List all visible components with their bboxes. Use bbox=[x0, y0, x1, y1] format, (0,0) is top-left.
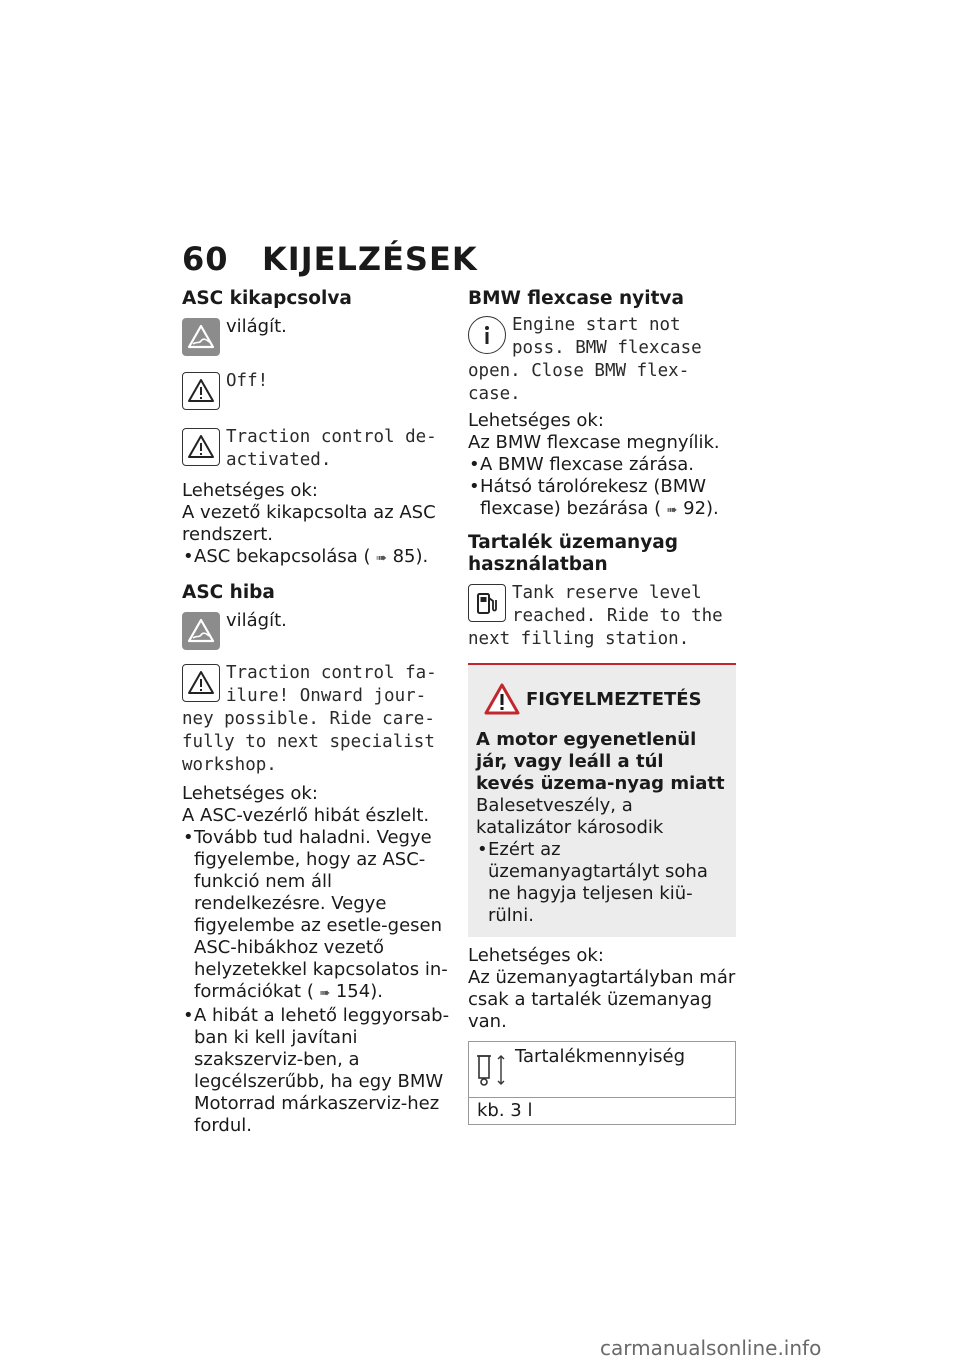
spec-value: kb. 3 l bbox=[477, 1100, 533, 1121]
section-heading-reserve: Tartalék üzemanyag használatban bbox=[468, 532, 679, 575]
left-column bbox=[182, 288, 450, 1137]
bullet-text: Hátsó tárolórekesz (BMW flexcase) bezárása ( bbox=[480, 476, 707, 519]
warning-text: Balesetveszély, a katalizátor károsodik bbox=[476, 795, 664, 838]
page-ref-arrow-icon: ➠ bbox=[666, 503, 678, 518]
info-bullet: • Hátsó tárolórekesz (BMW flexcase) bezárása ( ➠ 92). bbox=[468, 476, 736, 522]
bullet-text: A BMW flexcase zárása. bbox=[480, 454, 695, 475]
warning-title bbox=[484, 683, 728, 715]
page-ref: 154). bbox=[335, 981, 383, 1002]
cause-label: Lehetséges ok: bbox=[468, 945, 604, 966]
cause-text: A vezető kikapcsolta az ASC rendszert. bbox=[182, 502, 436, 545]
action-text: ASC bekapcsolása ( bbox=[194, 546, 371, 567]
warning-triangle-icon bbox=[484, 683, 520, 715]
page-ref-arrow-icon: ➠ bbox=[376, 551, 388, 566]
lamp-text: világít. bbox=[226, 610, 287, 631]
section-heading-flexcase: BMW flexcase nyitva bbox=[468, 288, 684, 309]
spec-table-header bbox=[469, 1042, 735, 1098]
right-column bbox=[468, 288, 736, 1125]
section-heading-asc-fault: ASC hiba bbox=[182, 582, 275, 603]
info-bullet: • A hibát a lehető leggyorsab-ban ki kell javítani szakszerviz-ben, a legcélszerűbb, ha egy BMW Motorrad márkaszerviz-hez fordul. bbox=[183, 1005, 450, 1136]
cause-text: Az BMW flexcase megnyílik. bbox=[468, 432, 720, 453]
page-ref-arrow-icon: ➠ bbox=[319, 986, 331, 1001]
asc-fault-message-row bbox=[182, 662, 450, 777]
flexcase-message-row bbox=[468, 314, 736, 406]
spec-table bbox=[468, 1041, 736, 1125]
asc-lamp-icon bbox=[182, 612, 220, 650]
section-heading-asc-off: ASC kikapcsolva bbox=[182, 288, 352, 309]
info-bullet: • Tovább tud haladni. Vegye figyelembe, hogy az ASC-funkció nem áll rendelkezésre. Vegye figyelembe az esetle-gesen ASC-hibákhoz vezető helyzetekkel kapcsolatos in-formációkat ( ➠ 154). bbox=[182, 827, 450, 1005]
page-ref: 85). bbox=[392, 546, 429, 567]
fuel-pump-icon bbox=[468, 584, 506, 622]
asc-message-row-2 bbox=[182, 426, 450, 472]
warning-triangle-icon bbox=[182, 664, 220, 702]
warning-title-text: FIGYELMEZTETÉS bbox=[526, 688, 702, 710]
page-title: KIJELZÉSEK bbox=[262, 240, 478, 278]
warning-triangle-icon bbox=[182, 428, 220, 466]
page-ref: 92). bbox=[683, 498, 719, 519]
bullet-text: Tovább tud haladni. Vegye figyelembe, hogy az ASC-funkció nem áll rendelkezésre. Vegye figyelembe az esetle-gesen ASC-hibákhoz vezető helyzetekkel kapcsolatos in-formációkat ( bbox=[194, 827, 448, 1002]
page-number: 60 bbox=[182, 240, 229, 278]
warning-subtitle: A motor egyenetlenül jár, vagy leáll a túl kevés üzema-nyag miatt bbox=[476, 729, 725, 794]
cause-label: Lehetséges ok: bbox=[182, 480, 318, 501]
action-bullet: • ASC bekapcsolása ( ➠ 85). bbox=[182, 546, 450, 570]
info-icon bbox=[468, 316, 506, 354]
cause-label: Lehetséges ok: bbox=[182, 783, 318, 804]
watermark: carmanualsonline.info bbox=[600, 1336, 822, 1360]
spec-label: Tartalékmennyiség bbox=[515, 1046, 685, 1067]
display-message: Traction control de-activated. bbox=[226, 427, 437, 470]
page-header bbox=[182, 240, 478, 278]
cause-label: Lehetséges ok: bbox=[468, 410, 604, 431]
bullet-text: Ezért az üzemanyagtartályt soha ne hagyja teljesen kiü-rülni. bbox=[488, 839, 708, 926]
cause-text: Az üzemanyagtartályban már csak a tartalék üzemanyag van. bbox=[468, 967, 736, 1032]
asc-lamp-row bbox=[182, 316, 450, 356]
warning-bullet: • Ezért az üzemanyagtartályt soha ne hagyja teljesen kiü-rülni. bbox=[477, 839, 708, 926]
bullet-text: A hibát a lehető leggyorsab-ban ki kell javítani szakszerviz-ben, a legcélszerűbb, ha egy BMW Motorrad márkaszerviz-hez fordul. bbox=[194, 1005, 450, 1136]
display-message: Off! bbox=[226, 371, 269, 391]
asc-message-row-1 bbox=[182, 370, 450, 416]
asc-lamp-icon bbox=[182, 318, 220, 356]
reserve-message-row bbox=[468, 582, 736, 651]
info-bullet: • A BMW flexcase zárása. bbox=[469, 454, 695, 475]
cause-text: A ASC-vezérlő hibát észlelt. bbox=[182, 805, 430, 826]
display-message: Tank reserve level reached. Ride to the next filling station. bbox=[468, 583, 723, 649]
fuel-gauge-icon bbox=[469, 1042, 515, 1097]
display-message: Engine start not poss. BMW flexcase open. Close BMW flex-case. bbox=[468, 315, 702, 404]
display-message: Traction control fa-ilure! Onward jour-ney possible. Ride care-fully to next specialist workshop. bbox=[182, 663, 437, 775]
warning-box bbox=[468, 663, 736, 937]
lamp-text: világít. bbox=[226, 316, 287, 337]
warning-triangle-icon bbox=[182, 372, 220, 410]
asc-fault-lamp-row bbox=[182, 610, 450, 650]
